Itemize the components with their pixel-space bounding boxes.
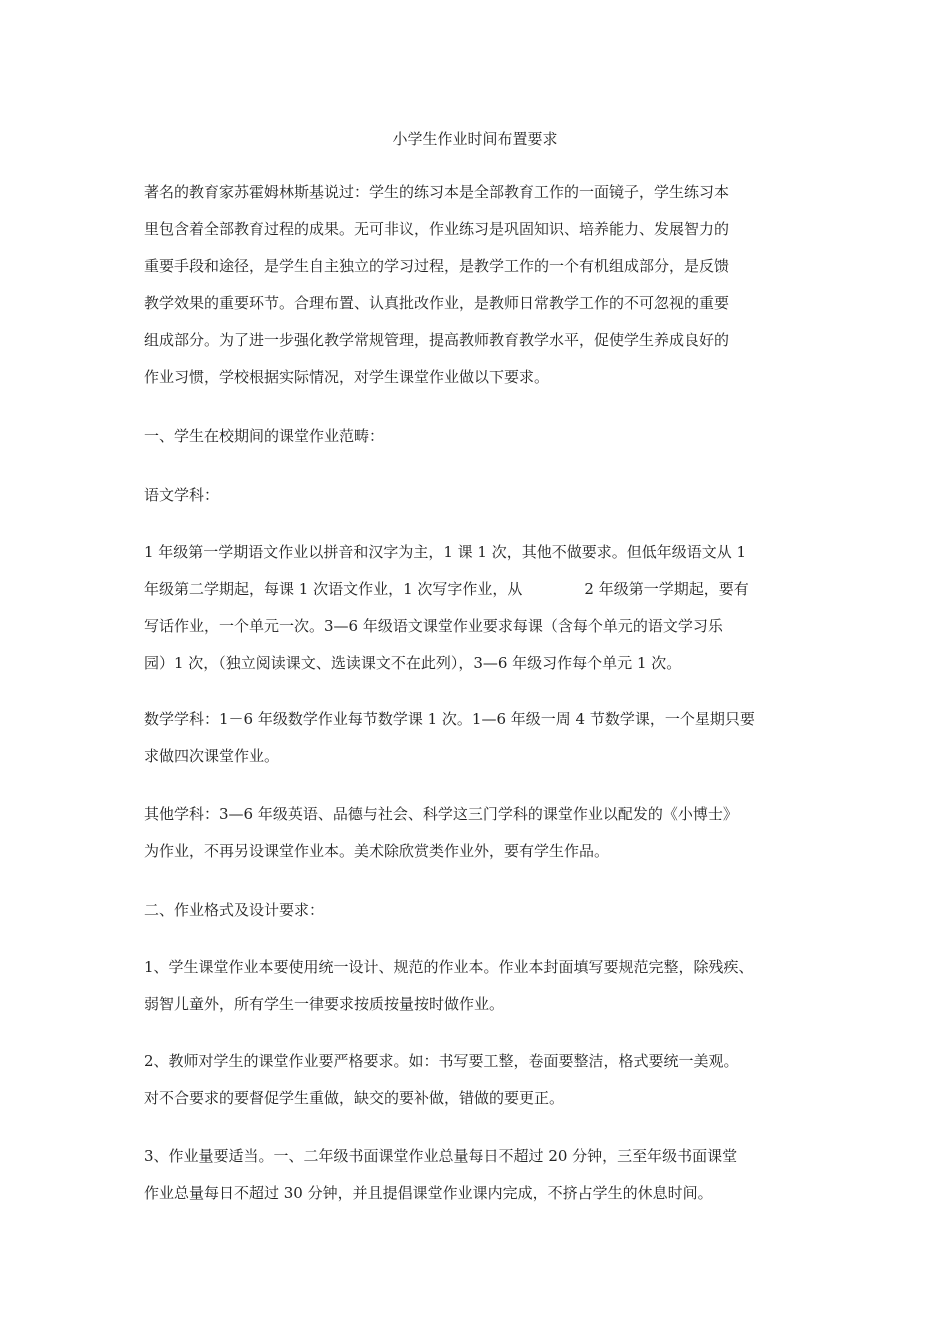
requirement-item-1 (144, 949, 844, 1023)
text-line: 1、学生课堂作业本要使用统一设计、规范的作业本。作业本封面填写要规范完整，除残疾、 (144, 958, 754, 976)
chinese-subject-paragraph (144, 534, 844, 682)
section-2-heading (144, 892, 844, 929)
text-line: 为作业，不再另设课堂作业本。美术除欣赏类作业外，要有学生作品。 (144, 842, 610, 860)
text-line: 数学学科：1－6 年级数学作业每节数学课 1 次。1—6 年级一周 4 节数学课，一个星期只要 (144, 710, 755, 728)
text-line: 作业总量每日不超过 30 分钟，并且提倡课堂作业课内完成，不挤占学生的休息时间。 (144, 1184, 713, 1202)
section-1-heading (144, 418, 844, 455)
text-line: 重要手段和途径，是学生自主独立的学习过程，是教学工作的一个有机组成部分，是反馈 (144, 257, 730, 275)
requirement-item-3 (144, 1138, 844, 1212)
document-title: 小学生作业时间布置要求 (392, 130, 558, 148)
heading-text: 一、学生在校期间的课堂作业范畴： (144, 427, 385, 445)
text-line: 1 年级第一学期语文作业以拼音和汉字为主，1 课 1 次，其他不做要求。但低年级语文从 1 (144, 543, 747, 561)
text-line: 求做四次课堂作业。 (144, 747, 280, 765)
text-line: 组成部分。为了进一步强化教学常规管理，提高教师教育教学水平，促使学生养成良好的 (144, 331, 730, 349)
text-line: 弱智儿童外，所有学生一律要求按质按量按时做作业。 (144, 995, 505, 1013)
other-subjects-paragraph (144, 796, 844, 870)
text-line: 其他学科：3—6 年级英语、品德与社会、科学这三门学科的课堂作业以配发的《小博士》 (144, 805, 738, 823)
text-line: 3、作业量要适当。一、二年级书面课堂作业总量每日不超过 20 分钟，三至年级书面课堂 (144, 1147, 738, 1165)
requirement-item-2 (144, 1043, 844, 1117)
math-subject-paragraph (144, 701, 844, 775)
chinese-subject-heading (144, 477, 844, 514)
text-line: 著名的教育家苏霍姆林斯基说过：学生的练习本是全部教育工作的一面镜子，学生练习本 (144, 183, 730, 201)
text-line: 写话作业，一个单元一次。3—6 年级语文课堂作业要求每课（含每个单元的语文学习乐 (144, 617, 723, 635)
text-line: 教学效果的重要环节。合理布置、认真批改作业，是教师日常教学工作的不可忽视的重要 (144, 294, 730, 312)
heading-text: 语文学科： (144, 486, 220, 504)
text-line: 园）1 次，（独立阅读课文、选读课文不在此列），3—6 年级习作每个单元 1 次。 (144, 654, 682, 672)
text-line: 对不合要求的要督促学生重做，缺交的要补做，错做的要更正。 (144, 1089, 565, 1107)
intro-paragraph (144, 174, 844, 396)
heading-text: 二、作业格式及设计要求： (144, 901, 325, 919)
text-line: 2、教师对学生的课堂作业要严格要求。如：书写要工整，卷面要整洁，格式要统一美观。 (144, 1052, 739, 1070)
text-line: 年级第二学期起，每课 1 次语文作业，1 次写字作业，从 2 年级第一学期起，要有 (144, 580, 749, 598)
text-line: 作业习惯，学校根据实际情况，对学生课堂作业做以下要求。 (144, 368, 550, 386)
text-line: 里包含着全部教育过程的成果。无可非议，作业练习是巩固知识、培养能力、发展智力的 (144, 220, 730, 238)
